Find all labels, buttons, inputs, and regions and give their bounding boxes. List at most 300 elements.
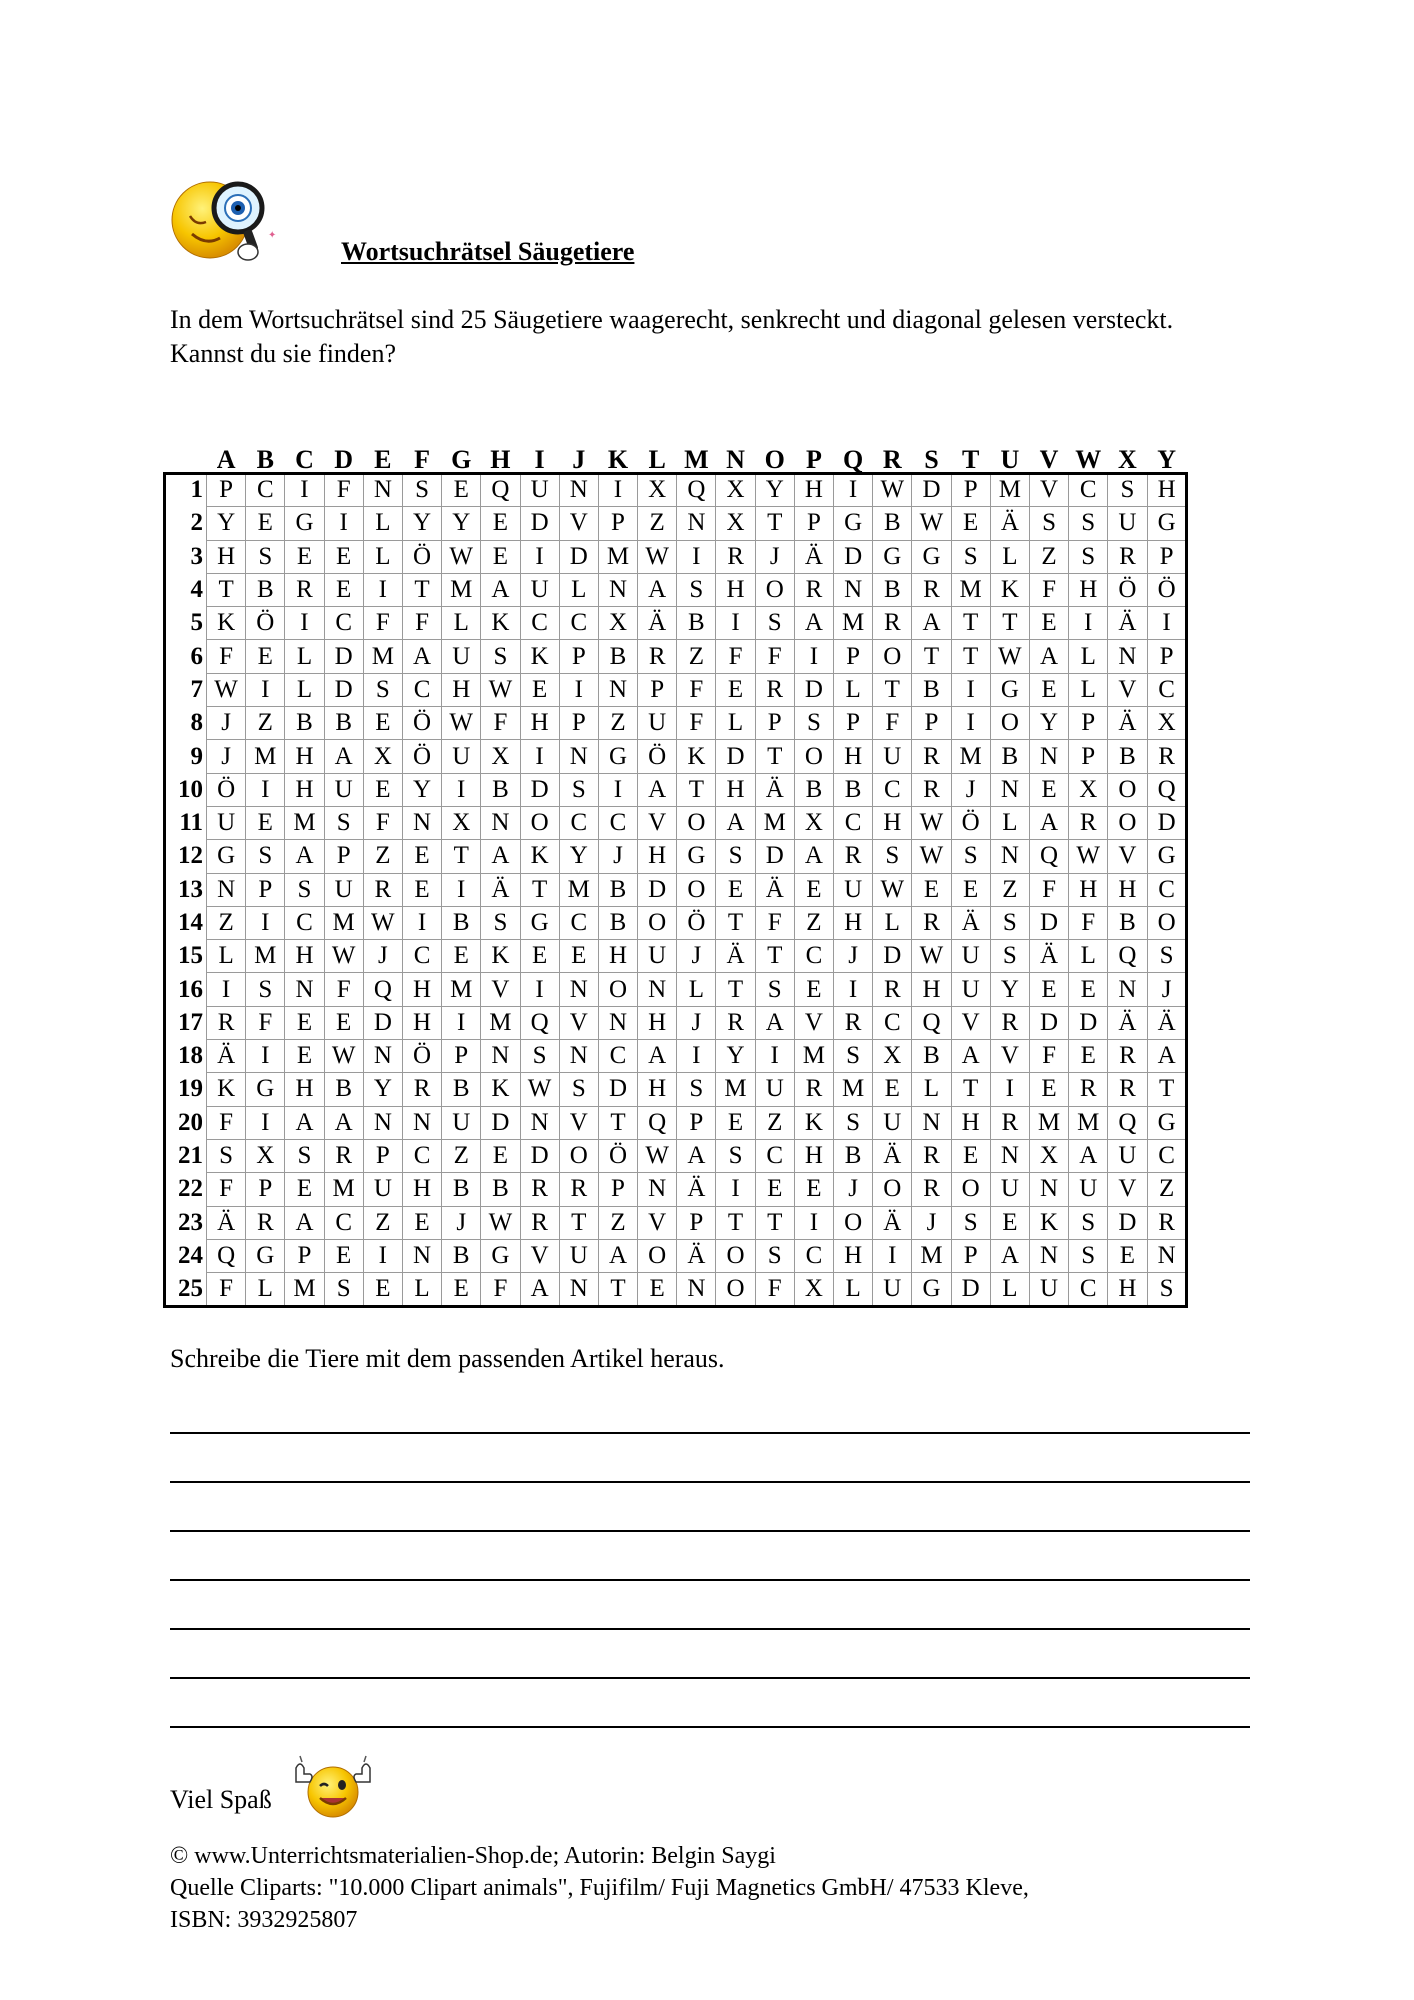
grid-cell[interactable]: B [873,573,912,606]
grid-cell[interactable]: R [755,673,794,706]
grid-cell[interactable]: X [716,507,755,540]
grid-cell[interactable]: H [402,1006,441,1039]
grid-cell[interactable]: X [442,806,481,839]
grid-cell[interactable]: S [873,840,912,873]
grid-cell[interactable]: N [402,1239,441,1272]
grid-cell[interactable]: L [285,640,324,673]
grid-cell[interactable]: Q [677,474,716,507]
grid-cell[interactable]: T [755,507,794,540]
grid-cell[interactable]: G [873,540,912,573]
grid-cell[interactable]: F [755,640,794,673]
grid-cell[interactable]: L [990,1273,1029,1306]
grid-cell[interactable]: I [402,906,441,939]
grid-cell[interactable]: H [794,474,833,507]
grid-cell[interactable]: P [1147,640,1186,673]
grid-cell[interactable]: C [1147,873,1186,906]
grid-cell[interactable]: E [442,474,481,507]
grid-cell[interactable]: S [990,940,1029,973]
grid-cell[interactable]: G [520,906,559,939]
grid-cell[interactable]: W [912,806,951,839]
grid-cell[interactable]: B [442,1239,481,1272]
grid-cell[interactable]: V [951,1006,990,1039]
grid-cell[interactable]: W [324,1040,363,1073]
grid-cell[interactable]: N [598,573,637,606]
grid-cell[interactable]: Y [402,773,441,806]
grid-cell[interactable]: B [324,707,363,740]
grid-cell[interactable]: P [285,1239,324,1272]
grid-cell[interactable]: B [442,1173,481,1206]
grid-cell[interactable]: R [834,1006,873,1039]
grid-cell[interactable]: S [1069,1206,1108,1239]
grid-cell[interactable]: H [834,1239,873,1272]
grid-cell[interactable]: X [481,740,520,773]
grid-cell[interactable]: M [598,540,637,573]
grid-cell[interactable]: K [481,940,520,973]
grid-cell[interactable]: I [520,740,559,773]
grid-cell[interactable]: V [559,1006,598,1039]
grid-cell[interactable]: N [559,1273,598,1306]
grid-cell[interactable]: O [1108,806,1147,839]
grid-cell[interactable]: A [990,1239,1029,1272]
grid-cell[interactable]: N [363,1040,402,1073]
grid-cell[interactable]: E [559,940,598,973]
grid-cell[interactable]: D [1108,1206,1147,1239]
grid-cell[interactable]: S [716,840,755,873]
grid-cell[interactable]: R [363,873,402,906]
grid-cell[interactable]: I [677,1040,716,1073]
grid-cell[interactable]: D [324,640,363,673]
grid-cell[interactable]: C [402,940,441,973]
grid-cell[interactable]: U [873,1273,912,1306]
grid-cell[interactable]: N [481,806,520,839]
grid-cell[interactable]: V [559,507,598,540]
grid-cell[interactable]: K [207,1073,246,1106]
grid-cell[interactable]: I [246,1106,285,1139]
grid-cell[interactable]: E [324,1006,363,1039]
grid-cell[interactable]: U [638,940,677,973]
grid-cell[interactable]: E [716,873,755,906]
grid-cell[interactable]: V [1108,1173,1147,1206]
grid-cell[interactable]: Ä [638,607,677,640]
grid-cell[interactable]: M [951,573,990,606]
grid-cell[interactable]: T [598,1273,637,1306]
grid-cell[interactable]: S [1069,507,1108,540]
grid-cell[interactable]: G [677,840,716,873]
grid-cell[interactable]: I [794,640,833,673]
grid-cell[interactable]: Z [990,873,1029,906]
grid-cell[interactable]: E [794,1173,833,1206]
grid-cell[interactable]: X [638,474,677,507]
grid-cell[interactable]: G [598,740,637,773]
grid-cell[interactable]: I [285,474,324,507]
grid-cell[interactable]: J [951,773,990,806]
grid-cell[interactable]: L [442,607,481,640]
grid-cell[interactable]: F [677,673,716,706]
grid-cell[interactable]: A [520,1273,559,1306]
grid-cell[interactable]: R [990,1006,1029,1039]
grid-cell[interactable]: G [207,840,246,873]
grid-cell[interactable]: N [520,1106,559,1139]
answer-line[interactable] [170,1530,1250,1532]
grid-cell[interactable]: C [402,673,441,706]
grid-cell[interactable]: Q [912,1006,951,1039]
grid-cell[interactable]: N [834,573,873,606]
grid-cell[interactable]: Q [481,474,520,507]
grid-cell[interactable]: A [481,840,520,873]
grid-cell[interactable]: Ä [1108,607,1147,640]
grid-cell[interactable]: U [834,873,873,906]
grid-cell[interactable]: S [951,1206,990,1239]
grid-cell[interactable]: T [442,840,481,873]
grid-cell[interactable]: D [598,1073,637,1106]
grid-cell[interactable]: Ä [951,906,990,939]
grid-cell[interactable]: P [207,474,246,507]
grid-cell[interactable]: N [990,1139,1029,1172]
grid-cell[interactable]: X [716,474,755,507]
grid-cell[interactable]: D [755,840,794,873]
grid-cell[interactable]: K [207,607,246,640]
grid-cell[interactable]: A [794,840,833,873]
grid-cell[interactable]: X [1029,1139,1068,1172]
grid-cell[interactable]: G [912,540,951,573]
grid-cell[interactable]: E [951,873,990,906]
answer-line[interactable] [170,1628,1250,1630]
grid-cell[interactable]: S [246,973,285,1006]
grid-cell[interactable]: Ä [1029,940,1068,973]
grid-cell[interactable]: P [912,707,951,740]
grid-cell[interactable]: A [285,840,324,873]
grid-cell[interactable]: S [755,973,794,1006]
grid-cell[interactable]: A [716,806,755,839]
grid-cell[interactable]: E [402,1206,441,1239]
grid-cell[interactable]: S [481,640,520,673]
grid-cell[interactable]: P [442,1040,481,1073]
grid-cell[interactable]: U [559,1239,598,1272]
grid-cell[interactable]: D [520,1139,559,1172]
grid-cell[interactable]: T [755,940,794,973]
grid-cell[interactable]: D [873,940,912,973]
grid-cell[interactable]: Ö [402,1040,441,1073]
grid-cell[interactable]: F [1029,873,1068,906]
grid-cell[interactable]: M [442,973,481,1006]
grid-cell[interactable]: K [520,840,559,873]
grid-cell[interactable]: X [873,1040,912,1073]
grid-cell[interactable]: S [755,1239,794,1272]
grid-cell[interactable]: U [442,1106,481,1139]
grid-cell[interactable]: W [324,940,363,973]
grid-cell[interactable]: N [559,474,598,507]
grid-cell[interactable]: I [246,906,285,939]
grid-cell[interactable]: E [481,540,520,573]
grid-cell[interactable]: M [324,1173,363,1206]
grid-cell[interactable]: F [716,640,755,673]
grid-cell[interactable]: R [912,906,951,939]
grid-cell[interactable]: K [481,607,520,640]
grid-cell[interactable]: M [285,806,324,839]
grid-cell[interactable]: R [912,773,951,806]
grid-cell[interactable]: L [559,573,598,606]
grid-cell[interactable]: Ä [207,1206,246,1239]
grid-cell[interactable]: M [1029,1106,1068,1139]
grid-cell[interactable]: E [794,973,833,1006]
grid-cell[interactable]: H [794,1139,833,1172]
grid-cell[interactable]: P [834,707,873,740]
grid-cell[interactable]: E [285,540,324,573]
grid-cell[interactable]: E [324,573,363,606]
grid-cell[interactable]: S [246,540,285,573]
grid-cell[interactable]: P [559,707,598,740]
grid-cell[interactable]: A [638,1040,677,1073]
grid-cell[interactable]: E [363,773,402,806]
grid-cell[interactable]: U [1108,1139,1147,1172]
grid-cell[interactable]: M [834,1073,873,1106]
grid-cell[interactable]: X [598,607,637,640]
grid-cell[interactable]: J [677,1006,716,1039]
grid-cell[interactable]: L [990,806,1029,839]
grid-cell[interactable]: F [207,1173,246,1206]
grid-cell[interactable]: J [598,840,637,873]
grid-cell[interactable]: H [402,973,441,1006]
grid-cell[interactable]: R [1147,740,1186,773]
grid-cell[interactable]: T [716,906,755,939]
grid-cell[interactable]: X [246,1139,285,1172]
grid-cell[interactable]: O [794,740,833,773]
grid-cell[interactable]: T [677,773,716,806]
grid-cell[interactable]: U [363,1173,402,1206]
grid-cell[interactable]: F [755,906,794,939]
grid-cell[interactable]: W [481,673,520,706]
grid-cell[interactable]: E [442,1273,481,1306]
grid-cell[interactable]: W [207,673,246,706]
grid-cell[interactable]: L [1069,673,1108,706]
grid-cell[interactable]: O [990,707,1029,740]
grid-cell[interactable]: O [1108,773,1147,806]
grid-cell[interactable]: N [363,474,402,507]
grid-cell[interactable]: V [1108,840,1147,873]
grid-cell[interactable]: F [1029,1040,1068,1073]
grid-cell[interactable]: K [520,640,559,673]
grid-cell[interactable]: K [990,573,1029,606]
grid-cell[interactable]: D [1147,806,1186,839]
grid-cell[interactable]: H [638,840,677,873]
grid-cell[interactable]: E [246,507,285,540]
grid-cell[interactable]: B [598,873,637,906]
grid-cell[interactable]: L [1069,640,1108,673]
grid-cell[interactable]: Q [1108,940,1147,973]
grid-cell[interactable]: O [559,1139,598,1172]
grid-cell[interactable]: E [402,873,441,906]
grid-cell[interactable]: A [677,1139,716,1172]
grid-cell[interactable]: S [285,1139,324,1172]
grid-cell[interactable]: E [324,1239,363,1272]
grid-cell[interactable]: D [559,540,598,573]
grid-cell[interactable]: Y [402,507,441,540]
grid-cell[interactable]: M [285,1273,324,1306]
grid-cell[interactable]: N [285,973,324,1006]
grid-cell[interactable]: N [677,507,716,540]
grid-cell[interactable]: A [912,607,951,640]
grid-cell[interactable]: B [481,1173,520,1206]
grid-cell[interactable]: Ö [951,806,990,839]
grid-cell[interactable]: C [559,906,598,939]
grid-cell[interactable]: Q [1108,1106,1147,1139]
grid-cell[interactable]: L [207,940,246,973]
grid-cell[interactable]: E [716,1106,755,1139]
grid-cell[interactable]: P [1069,740,1108,773]
grid-cell[interactable]: H [873,806,912,839]
grid-cell[interactable]: L [990,540,1029,573]
grid-cell[interactable]: C [402,1139,441,1172]
grid-cell[interactable]: Z [598,707,637,740]
grid-cell[interactable]: C [794,1239,833,1272]
grid-cell[interactable]: F [873,707,912,740]
grid-cell[interactable]: R [1147,1206,1186,1239]
grid-cell[interactable]: U [324,773,363,806]
grid-cell[interactable]: L [834,673,873,706]
grid-cell[interactable]: N [1029,1173,1068,1206]
grid-cell[interactable]: M [442,573,481,606]
grid-cell[interactable]: D [520,507,559,540]
grid-cell[interactable]: E [716,673,755,706]
grid-cell[interactable]: Ö [638,740,677,773]
grid-cell[interactable]: L [285,673,324,706]
grid-cell[interactable]: I [246,773,285,806]
grid-cell[interactable]: S [285,873,324,906]
grid-cell[interactable]: E [285,1040,324,1073]
grid-cell[interactable]: J [442,1206,481,1239]
grid-cell[interactable]: R [246,1206,285,1239]
grid-cell[interactable]: R [912,740,951,773]
grid-cell[interactable]: E [951,507,990,540]
grid-cell[interactable]: P [755,707,794,740]
grid-cell[interactable]: E [1029,973,1068,1006]
grid-cell[interactable]: P [677,1106,716,1139]
grid-cell[interactable]: Ä [755,873,794,906]
grid-cell[interactable]: H [1108,873,1147,906]
grid-cell[interactable]: D [794,673,833,706]
grid-cell[interactable]: G [912,1273,951,1306]
grid-cell[interactable]: K [794,1106,833,1139]
grid-cell[interactable]: D [638,873,677,906]
grid-cell[interactable]: H [285,773,324,806]
grid-cell[interactable]: S [324,806,363,839]
grid-cell[interactable]: H [638,1006,677,1039]
grid-cell[interactable]: D [834,540,873,573]
grid-cell[interactable]: E [1108,1239,1147,1272]
grid-cell[interactable]: R [716,540,755,573]
grid-cell[interactable]: S [716,1139,755,1172]
grid-cell[interactable]: O [638,1239,677,1272]
grid-cell[interactable]: N [912,1106,951,1139]
grid-cell[interactable]: R [1108,1073,1147,1106]
answer-line[interactable] [170,1579,1250,1581]
grid-cell[interactable]: I [442,873,481,906]
grid-cell[interactable]: Ä [1108,1006,1147,1039]
grid-cell[interactable]: H [716,773,755,806]
grid-cell[interactable]: N [402,1106,441,1139]
grid-cell[interactable]: I [442,773,481,806]
grid-cell[interactable]: B [598,906,637,939]
grid-cell[interactable]: M [716,1073,755,1106]
grid-cell[interactable]: Ö [402,707,441,740]
grid-cell[interactable]: W [1069,840,1108,873]
grid-cell[interactable]: N [1147,1239,1186,1272]
grid-cell[interactable]: R [873,607,912,640]
grid-cell[interactable]: I [677,540,716,573]
grid-cell[interactable]: Z [363,840,402,873]
grid-cell[interactable]: I [363,573,402,606]
grid-cell[interactable]: M [755,806,794,839]
grid-cell[interactable]: S [324,1273,363,1306]
grid-cell[interactable]: C [598,1040,637,1073]
grid-cell[interactable]: B [912,1040,951,1073]
grid-cell[interactable]: Ä [873,1206,912,1239]
grid-cell[interactable]: C [1147,1139,1186,1172]
grid-cell[interactable]: H [1147,474,1186,507]
grid-cell[interactable]: J [677,940,716,973]
grid-cell[interactable]: B [912,673,951,706]
grid-cell[interactable]: Z [246,707,285,740]
grid-cell[interactable]: I [834,973,873,1006]
grid-cell[interactable]: H [285,740,324,773]
grid-cell[interactable]: V [481,973,520,1006]
grid-cell[interactable]: V [794,1006,833,1039]
grid-cell[interactable]: S [677,1073,716,1106]
grid-cell[interactable]: B [1108,906,1147,939]
grid-cell[interactable]: N [207,873,246,906]
grid-cell[interactable]: C [755,1139,794,1172]
grid-cell[interactable]: N [559,740,598,773]
grid-cell[interactable]: S [207,1139,246,1172]
grid-cell[interactable]: P [834,640,873,673]
grid-cell[interactable]: T [873,673,912,706]
grid-cell[interactable]: J [834,1173,873,1206]
grid-cell[interactable]: D [324,673,363,706]
grid-cell[interactable]: B [481,773,520,806]
grid-cell[interactable]: H [1069,573,1108,606]
grid-cell[interactable]: L [246,1273,285,1306]
grid-cell[interactable]: C [834,806,873,839]
grid-cell[interactable]: Z [363,1206,402,1239]
grid-cell[interactable]: I [520,540,559,573]
grid-cell[interactable]: Ö [246,607,285,640]
grid-cell[interactable]: C [324,607,363,640]
grid-cell[interactable]: P [951,1239,990,1272]
grid-cell[interactable]: T [755,740,794,773]
grid-cell[interactable]: Ö [677,906,716,939]
grid-cell[interactable]: A [638,573,677,606]
grid-cell[interactable]: Y [559,840,598,873]
grid-cell[interactable]: O [873,1173,912,1206]
grid-cell[interactable]: E [1029,773,1068,806]
grid-cell[interactable]: U [873,1106,912,1139]
grid-cell[interactable]: E [481,1139,520,1172]
grid-cell[interactable]: O [716,1239,755,1272]
grid-cell[interactable]: E [1029,673,1068,706]
grid-cell[interactable]: T [207,573,246,606]
grid-cell[interactable]: E [324,540,363,573]
grid-cell[interactable]: S [990,906,1029,939]
grid-cell[interactable]: E [363,707,402,740]
grid-cell[interactable]: O [520,806,559,839]
grid-cell[interactable]: W [481,1206,520,1239]
grid-cell[interactable]: G [990,673,1029,706]
grid-cell[interactable]: R [834,840,873,873]
grid-cell[interactable]: S [1108,474,1147,507]
grid-cell[interactable]: X [794,1273,833,1306]
grid-cell[interactable]: Ö [1108,573,1147,606]
grid-cell[interactable]: N [990,840,1029,873]
